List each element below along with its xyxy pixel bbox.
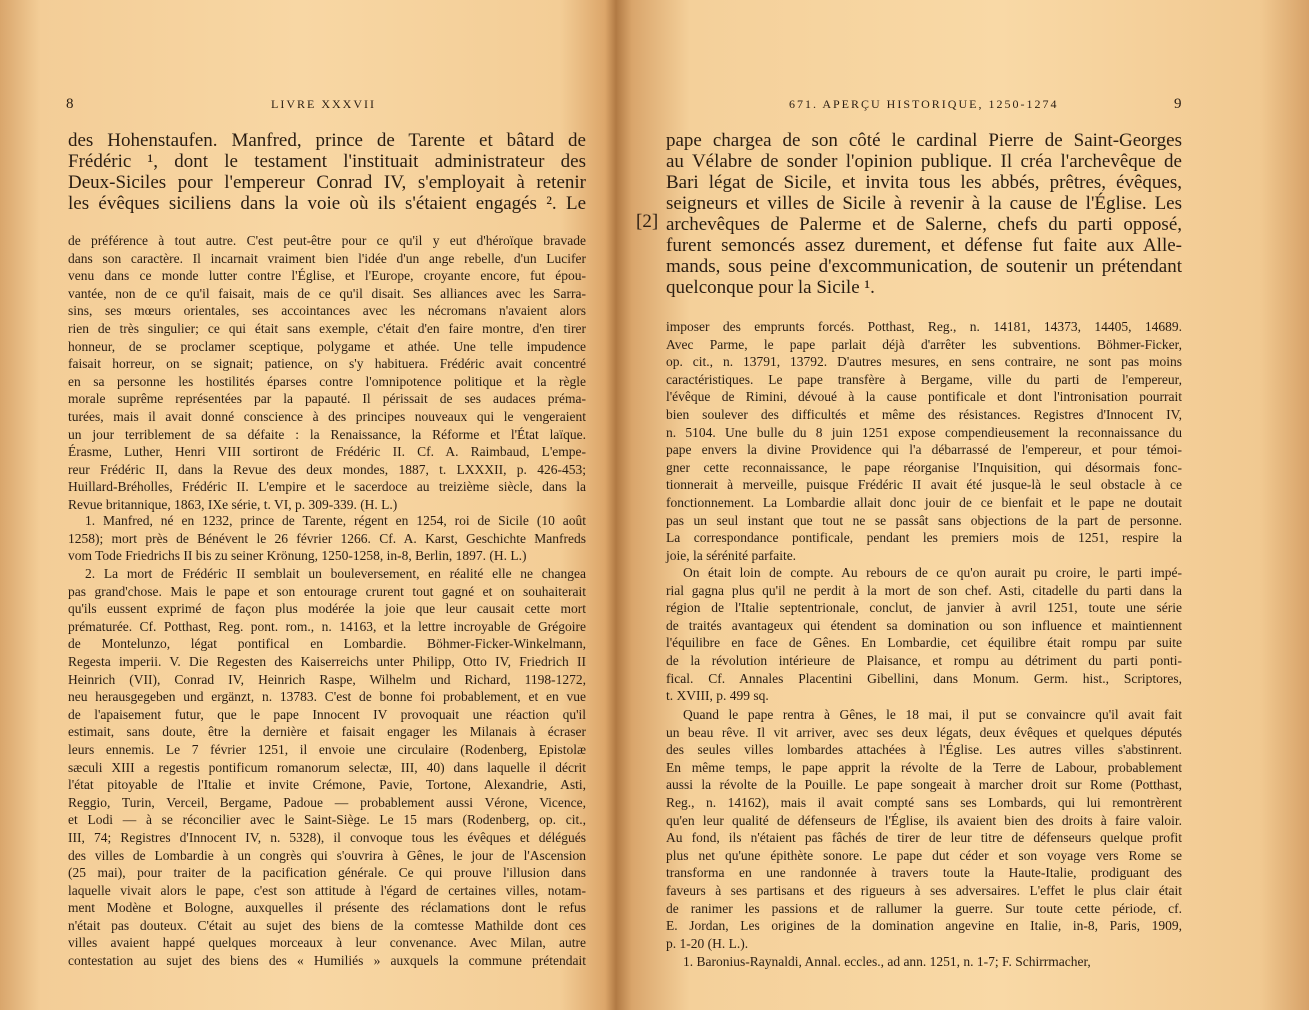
note-line: 1. Manfred, né en 1232, prince de Tarente, régent en 1254, roi de Sicile (10 août <box>85 513 586 528</box>
note-line: op. cit., n. 13791, 13792. D'autres mesures, en sens contraire, ne sont pas moins <box>666 354 1182 370</box>
note-line: rien de très singulier; ce qui était sans exemple, c'était d'en faire montre, d'en tirer <box>68 320 586 336</box>
note-line: l'évêque de Rimini, dévoué à la cause pontificale et dont l'intronisation pourrait <box>666 389 1182 405</box>
note-line: fonctionnement. La Lombardie allait donc jouir de ce bienfait et le pape ne doutait <box>666 494 1182 510</box>
text-line: des Hohenstaufen. Manfred, prince de Tarente et bâtard de <box>68 130 586 151</box>
note-line: morale suprême représentées par la papauté. Il périssait de ses audaces préma- <box>68 391 586 407</box>
note-line: La correspondance pontificale, pendant les premiers mois de 1251, respire la <box>666 530 1182 546</box>
note-line: Heinrich (VII), Conrad IV, Heinrich Raspe, Wilhelm und Richard, 1198-1272, <box>68 671 586 687</box>
main-text <box>666 130 1182 298</box>
note-line: (25 mai), pour traiter de la pacification générale. Ce qui prouve l'illusion dans <box>68 865 586 881</box>
footnote-2 <box>68 565 586 970</box>
note-line: venu dans ce monde lutter contre l'Église, et l'Europe, croyante encore, fut épou- <box>68 268 586 284</box>
note-line: ment Modène et Bologne, auxquelles il présente des réclamations dont le refus <box>68 900 586 916</box>
note-line: qu'ils eussent exprimé de façon plus modérée la joie que leur causait cette mort <box>68 601 586 617</box>
note-line: faisait horreur, on se signait; patience, on s'y habituera. Frédéric avait concentré <box>68 356 586 372</box>
note-line: un beau rêve. Il vit arriver, avec ses deux légats, deux évêques et quelques députés <box>666 724 1182 740</box>
text-line: pape chargea de son côté le cardinal Pierre de Saint-Georges <box>666 130 1182 151</box>
text-line: seigneurs et villes de Sicile à revenir à la cause de l'Église. Les <box>666 193 1182 214</box>
note-line: dans son caractère. Il incarnait vraiment bien l'idée d'un ange rebelle, d'un Lucifer <box>68 250 586 266</box>
text-line: quelconque pour la Sicile ¹. <box>666 277 875 298</box>
note-line: un jour terriblement de sa défaite : la Renaissance, la Réforme et l'État laïque. <box>68 426 586 442</box>
note-line: Avec Parme, le pape parlait déjà d'arrêter les subventions. Böhmer-Ficker, <box>666 336 1182 352</box>
note-line: vantée, non de ce qu'il faisait, mais de ce qu'il disait. Ses alliances avec les Sarra- <box>68 285 586 301</box>
note-line: 1258); mort près de Bénévent le 26 février 1266. Cf. A. Karst, Geschichte Manfreds <box>68 530 586 546</box>
note-line: pas un seul instant que tout ne se passât sans objections de la part de personne. <box>666 512 1182 528</box>
note-line: Quand le pape rentra à Gênes, le 18 mai, il put se convaincre qu'il avait fait <box>683 707 1182 722</box>
note-line: plus net qu'une épithète sonore. Le pape dut céder et son voyage vers Rome se <box>666 847 1182 863</box>
note-line: sins, ses mœurs orientales, ses accointances avec les nécromans n'avaient alors <box>68 303 586 319</box>
note-line: bien soulever des difficultés et même des résistances. Registres d'Innocent IV, <box>666 406 1182 422</box>
footnote-paragraph <box>666 706 1182 952</box>
text-line: les évêques siciliens dans la voie où ils s'étaient engagés ². Le <box>68 193 586 214</box>
note-line: et Lodi — à se réconcilier avec le Saint-Siège. Le 15 mars (Rodenberg, op. cit., <box>68 812 586 828</box>
page-number: 9 <box>1174 96 1182 112</box>
left-page <box>0 0 612 1010</box>
note-line: région de l'Italie septentrionale, conclut, de janvier à avril 1251, toute une série <box>666 600 1182 616</box>
text-line: Frédéric ¹, dont le testament l'instituait administrateur des <box>68 151 586 172</box>
note-line: de préférence à tout autre. C'est peut-être pour ce qu'il y eut d'héroïque bravade <box>68 233 586 248</box>
note-line: 2. La mort de Frédéric II semblait un bouleversement, en réalité elle ne changea <box>85 566 586 581</box>
note-line: Huillard-Bréholles, Frédéric II. L'empire et le sacerdoce au treizième siècle, dans la <box>68 479 586 495</box>
text-line: Deux-Siciles pour l'empereur Conrad IV, s'employait à retenir <box>68 172 586 193</box>
note-line: On était loin de compte. Au rebours de ce qu'on aurait pu croire, le parti impé- <box>683 565 1182 580</box>
note-line: reur Frédéric II, dans la Revue des deux mondes, 1887, t. LXXXII, p. 426-453; <box>68 461 586 477</box>
note-line: de l'apaisement futur, que le pape Innocent IV provoquait une réaction qu'il <box>68 706 586 722</box>
note-line: l'équilibre en face de Gênes. En Lombardie, cet équilibre était rompu par suite <box>666 635 1182 651</box>
note-line: aussi la révolte de la Pouille. Le pape songeait à marcher droit sur Rome (Potthast, <box>666 777 1182 793</box>
footnote-1 <box>666 953 1182 971</box>
note-line: Reggio, Turin, Verceil, Bergame, Padoue — probablement aussi Vérone, Vicence, <box>68 794 586 810</box>
note-line: de Montelunzo, légat pontifical en Lombardie. Böhmer-Ficker-Winkelmann, <box>68 636 586 652</box>
note-line: contestation au sujet des biens des « Humiliés » auxquels la commune prétendait <box>68 953 586 969</box>
note-line: des villes de Lombardie à un congrès qui s'ouvrira à Gênes, le jour de l'Ascension <box>68 847 586 863</box>
note-line: t. XVIII, p. 499 sq. <box>666 688 769 704</box>
note-line: honneur, de se proclamer sceptique, polygame et athée. Une telle impudence <box>68 338 586 354</box>
note-line: Érasme, Luther, Henri VIII sortiront de Frédéric II. Cf. A. Raimbaud, L'empe- <box>68 444 586 460</box>
footnote-1 <box>68 512 586 565</box>
note-line: faveurs à ses partisans et des rigueurs à ses adversaires. L'effet le plus clair était <box>666 882 1182 898</box>
text-line: Bari légat de Sicile, et invita tous les abbés, prêtres, évêques, <box>666 172 1182 193</box>
note-line: n. 5104. Une bulle du 8 juin 1251 expose compendieusement la reconnaissance du <box>666 424 1182 440</box>
note-line: pape envers la divine Providence qui l'a débarrassé de l'empereur, et pour témoi- <box>666 442 1182 458</box>
note-line: fical. Cf. Annales Placentini Gibellini, dans Monum. Germ. hist., Scriptores, <box>666 670 1182 686</box>
footnote-continuation <box>68 232 586 514</box>
note-line: pas grand'chose. Mais le pape et son entourage crurent tout gagné et on souhaiterait <box>68 583 586 599</box>
note-line: imposer des emprunts forcés. Potthast, Reg., n. 14181, 14373, 14405, 14689. <box>666 319 1182 334</box>
note-line: en sa personne les hostilités éparses contre l'omnipotence politique et la règle <box>68 373 586 389</box>
note-line: l'état pitoyable de l'Italie et invite Crémone, Pavie, Tortone, Alexandrie, Asti, <box>68 777 586 793</box>
note-line: rial gagna plus qu'il ne perdit à la mort de son chef. Asti, citadelle du parti dans la <box>666 582 1182 598</box>
note-line: Reg., n. 14162), mais il avait compté sans ses Lombards, qui lui remontrèrent <box>666 794 1182 810</box>
note-line: qu'en leur qualité de défenseurs de l'Église, ils avaient bien des droits à faire valoir. <box>666 812 1182 828</box>
text-line: archevêques de Palerme et de Salerne, chefs du parti opposé, <box>666 214 1182 235</box>
note-line: transforma en une randonnée à travers toute la Haute-Italie, prodiguant des <box>666 865 1182 881</box>
text-line: furent semoncés assez durement, et défense fut faite aux Alle- <box>666 235 1182 256</box>
note-line: neu herausgegeben und ergänzt, n. 13783. C'est de bonne foi probablement, et en vue <box>68 689 586 705</box>
footnote-continuation <box>666 318 1182 564</box>
note-line: tionnerait à merveille, puisque Frédéric II avait été jusque-là le seul obstacle à ce <box>666 477 1182 493</box>
margin-marker: [2] <box>636 211 659 232</box>
note-line: de la révolution intérieure de Plaisance, et rompu au détriment du parti ponti- <box>666 652 1182 668</box>
running-head: 671. APERÇU HISTORIQUE, 1250-1274 <box>789 97 1059 111</box>
note-line: laquelle vivait alors le pape, c'est son attitude à l'égard de certaines villes, notam- <box>68 882 586 898</box>
note-line: estimait, sans doute, être la dernière et faisait engager les Milanais à écraser <box>68 724 586 740</box>
note-line: sæculi XIII a regestis pontificum romanorum selectæ, III, 40) dans laquelle il décrit <box>68 759 586 775</box>
note-line: E. Jordan, Les origines de la domination angevine en Italie, in-8, Paris, 1909, <box>666 918 1182 934</box>
right-page <box>618 0 1309 1010</box>
note-line: En même temps, le pape apprit la révolte de la Terre de Labour, probablement <box>666 759 1182 775</box>
note-line: caractéristiques. Le pape transfère à Bergame, ville du parti de l'empereur, <box>666 371 1182 387</box>
note-line: n'était pas douteux. C'était au sujet des biens de la comtesse Mathilde dont ces <box>68 917 586 933</box>
note-line: vom Tode Friedrichs II bis zu seiner Krönung, 1250-1258, in-8, Berlin, 1897. (H. L.) <box>68 548 527 564</box>
note-line: Revue britannique, 1863, IXe série, t. VI, p. 309-339. (H. L.) <box>68 496 398 512</box>
note-line: prématurée. Cf. Potthast, Reg. pont. rom., n. 14163, et la lettre incroyable de Grégoire <box>68 618 586 634</box>
running-head: LIVRE XXXVII <box>271 97 376 111</box>
note-line: p. 1-20 (H. L.). <box>666 935 749 951</box>
note-line: Regesta imperii. V. Die Regesten des Kaiserreichs unter Philipp, Otto IV, Friedrich II <box>68 653 586 669</box>
note-line: joie, la sérénité parfaite. <box>666 547 797 563</box>
note-line: de ranimer les passions et de rallumer la guerre. Sur toute cette période, cf. <box>666 900 1182 916</box>
note-line: des seules villes lombardes attachées à l'Église. Les autres villes s'abstinrent. <box>666 742 1182 758</box>
text-line: mands, sous peine d'excommunication, de soutenir un prétendant <box>666 256 1182 277</box>
footnote-paragraph <box>666 564 1182 705</box>
page-number: 8 <box>66 96 74 112</box>
note-line: villes avaient happé quelques morceaux à leur convenance. Avec Milan, autre <box>68 935 586 951</box>
main-text <box>68 130 586 214</box>
note-line: leurs ennemis. Le 7 février 1251, il envoie une circulaire (Rodenberg, Epistolæ <box>68 741 586 757</box>
note-line: Au fond, ils n'étaient pas fâchés de tirer de leur titre de défenseurs quelque profit <box>666 830 1182 846</box>
note-line: III, 74; Registres d'Innocent IV, n. 5328), il convoque tous les évêques et délégués <box>68 829 586 845</box>
text-line: au Vélabre de sonder l'opinion publique. Il créa l'archevêque de <box>666 151 1182 172</box>
note-line: gner cette reconnaissance, le pape réorganise l'Inquisition, qui désormais fonc- <box>666 459 1182 475</box>
note-line: 1. Baronius-Raynaldi, Annal. eccles., ad ann. 1251, n. 1-7; F. Schirrmacher, <box>683 954 1091 969</box>
note-line: de traités avantageux qui étendent sa domination ou son influence et maintiennent <box>666 617 1182 633</box>
note-line: turées, mais il avait donné conscience à des principes nouveaux qui le vengeraient <box>68 408 586 424</box>
